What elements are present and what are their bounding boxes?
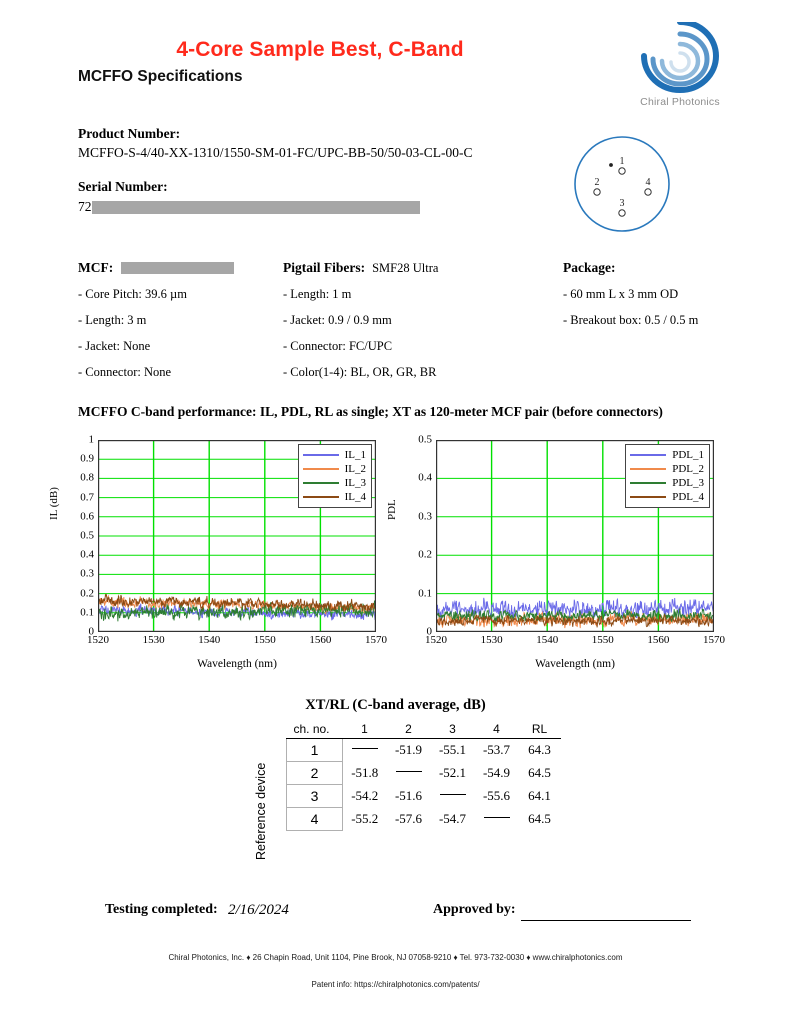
chart-pdl-xticks xyxy=(408,635,742,651)
chart-il-ylabel: IL (dB) xyxy=(48,487,60,520)
legend-swatch-icon xyxy=(630,468,666,470)
core-circle-4 xyxy=(645,189,651,195)
legend-entry xyxy=(303,476,366,490)
page-title: 4-Core Sample Best, C-Band xyxy=(176,38,464,61)
legend-swatch-icon xyxy=(630,454,666,456)
xt-col-ch: ch. no. xyxy=(287,720,343,739)
fiber-outline-circle xyxy=(575,137,669,231)
legend-label: PDL_1 xyxy=(672,449,704,461)
xt-cell-dash xyxy=(396,771,422,772)
xt-cell xyxy=(475,808,519,831)
chart-legend xyxy=(298,444,372,508)
xt-row-channel: 4 xyxy=(287,808,343,831)
xt-table-side-label: Reference device xyxy=(254,762,268,860)
legend-entry xyxy=(303,462,366,476)
pigtail-item: - Jacket: 0.9 / 0.9 mm xyxy=(283,313,392,327)
xt-cell: -53.7 xyxy=(482,742,511,758)
pigtail-header xyxy=(283,260,563,276)
chart-il-yticks xyxy=(62,432,96,638)
legend-label: IL_3 xyxy=(344,477,366,489)
legend-swatch-icon xyxy=(630,496,666,498)
mcf-item: - Connector: None xyxy=(78,365,172,379)
y-tick-label: 0.1 xyxy=(418,587,432,600)
xt-cell: -51.6 xyxy=(394,788,423,803)
xt-cell: -55.6 xyxy=(482,788,511,803)
xt-col-2: 2 xyxy=(387,720,431,739)
xt-cell-dash xyxy=(352,748,378,749)
legend-swatch-icon xyxy=(303,482,339,484)
chart-pdl-ylabel: PDL xyxy=(386,499,398,520)
x-tick-label: 1530 xyxy=(480,634,503,646)
x-tick-label: 1540 xyxy=(198,634,221,646)
footer-patent-info: Patent info: https://chiralphotonics.com/patents/ xyxy=(311,980,480,989)
y-tick-label: 0.6 xyxy=(80,510,94,523)
identity-block xyxy=(78,126,548,215)
product-number-label: Product Number: xyxy=(78,126,181,141)
table-row xyxy=(287,785,561,808)
package-header xyxy=(563,260,778,276)
xt-cell: -54.2 xyxy=(351,788,379,803)
xt-row-channel: 2 xyxy=(287,762,343,785)
chart-pdl-block xyxy=(388,432,738,672)
pigtail-item: - Length: 1 m xyxy=(283,287,352,301)
xt-table-head xyxy=(287,720,561,739)
testing-completed-date: 2/16/2024 xyxy=(228,902,289,918)
core-layout-svg xyxy=(565,134,680,234)
xt-cell: -55.2 xyxy=(351,811,379,826)
xt-cell-dash xyxy=(484,817,510,818)
xt-cell-rl: 64.5 xyxy=(528,811,551,826)
performance-section-title: MCFFO C-band performance: IL, PDL, RL as single; XT as 120-meter MCF pair (before connectors) xyxy=(78,404,663,419)
y-tick-label: 0.3 xyxy=(80,567,94,580)
chiral-spiral-icon xyxy=(634,22,726,94)
y-tick-label: 0.7 xyxy=(80,491,94,504)
x-tick-label: 1550 xyxy=(591,634,614,646)
xt-table-body xyxy=(287,739,561,831)
pigtail-value: SMF28 Ultra xyxy=(372,260,439,275)
x-tick-label: 1570 xyxy=(365,634,387,646)
y-tick-label: 0.8 xyxy=(80,471,94,484)
spec-column-mcf xyxy=(78,260,283,380)
legend-swatch-icon xyxy=(303,468,339,470)
x-tick-label: 1550 xyxy=(253,634,276,646)
y-tick-label: 0.1 xyxy=(80,606,94,619)
x-tick-label: 1530 xyxy=(142,634,165,646)
testing-completed-label: Testing completed: xyxy=(105,902,218,917)
x-tick-label: 1560 xyxy=(647,634,670,646)
xt-col-1: 1 xyxy=(343,720,387,739)
y-tick-label: 0 xyxy=(88,625,94,638)
logo-caption: Chiral Photonics xyxy=(640,96,720,108)
y-tick-label: 1 xyxy=(88,433,94,446)
xt-table xyxy=(286,720,561,831)
xt-col-3: 3 xyxy=(431,720,475,739)
footer-address: Chiral Photonics, Inc. ♦ 26 Chapin Road, Unit 1104, Pine Brook, NJ 07058-9210 ♦ Tel. 973-732-0030 ♦ www.chiralphotonics.com xyxy=(168,953,623,962)
xt-row-channel: 1 xyxy=(287,739,343,762)
core-layout-diagram xyxy=(565,134,685,238)
legend-entry xyxy=(630,448,704,462)
x-tick-label: 1560 xyxy=(309,634,332,646)
legend-label: PDL_4 xyxy=(672,491,704,503)
chart-legend xyxy=(625,444,710,508)
chart-il-xlabel: Wavelength (nm) xyxy=(197,658,277,670)
x-tick-label: 1540 xyxy=(536,634,559,646)
chart-il-xticks xyxy=(70,635,404,651)
y-tick-label: 0.2 xyxy=(80,587,94,600)
pigtail-item: - Connector: FC/UPC xyxy=(283,339,393,353)
legend-entry xyxy=(630,490,704,504)
xt-cell xyxy=(343,739,387,762)
legend-entry xyxy=(303,448,366,462)
spec-column-pigtail xyxy=(283,260,563,380)
y-tick-label: 0.5 xyxy=(80,529,94,542)
mcf-item: - Length: 3 m xyxy=(78,313,147,327)
core-label-1: 1 xyxy=(619,156,625,167)
serial-number-label: Serial Number: xyxy=(78,179,168,194)
company-logo xyxy=(620,22,740,108)
package-label: Package: xyxy=(563,260,616,275)
table-row xyxy=(287,739,561,762)
legend-swatch-icon xyxy=(630,482,666,484)
legend-label: PDL_3 xyxy=(672,477,704,489)
xt-cell xyxy=(387,762,431,785)
legend-label: PDL_2 xyxy=(672,463,704,475)
spec-column-package xyxy=(563,260,778,380)
xt-row-channel: 3 xyxy=(287,785,343,808)
pigtail-label: Pigtail Fibers: xyxy=(283,260,366,275)
core-circle-3 xyxy=(619,210,625,216)
legend-label: IL_1 xyxy=(344,449,366,461)
mcf-item: - Core Pitch: 39.6 µm xyxy=(78,287,187,301)
xt-table-block xyxy=(254,720,561,860)
product-number-value: MCFFO-S-4/40-XX-1310/1550-SM-01-FC/UPC-BB-50/50-03-CL-00-C xyxy=(78,145,473,160)
xt-cell-rl: 64.3 xyxy=(528,742,551,758)
approved-by-label: Approved by: xyxy=(433,902,516,917)
orientation-marker-dot xyxy=(609,163,613,167)
package-item: - Breakout box: 0.5 / 0.5 m xyxy=(563,313,699,327)
xt-cell: -51.9 xyxy=(394,742,423,758)
table-row xyxy=(287,762,561,785)
mcf-value-redaction-bar xyxy=(121,262,234,274)
xt-cell: -52.1 xyxy=(438,765,467,780)
xt-cell: -55.1 xyxy=(438,742,467,758)
y-tick-label: 0.5 xyxy=(418,433,432,446)
core-circle-2 xyxy=(594,189,600,195)
specifications-columns xyxy=(78,260,778,380)
chart-pdl-xlabel: Wavelength (nm) xyxy=(535,658,615,670)
xt-cell: -57.6 xyxy=(394,811,423,826)
xt-cell-rl: 64.5 xyxy=(528,765,551,780)
core-label-3: 3 xyxy=(619,198,625,209)
y-tick-label: 0 xyxy=(426,625,432,638)
legend-label: IL_4 xyxy=(344,491,366,503)
chart-pdl-yticks xyxy=(400,432,434,638)
y-tick-label: 0.2 xyxy=(418,548,432,561)
xt-table-title: XT/RL (C-band average, dB) xyxy=(305,697,486,713)
legend-swatch-icon xyxy=(303,454,339,456)
y-tick-label: 0.4 xyxy=(80,548,94,561)
x-tick-label: 1570 xyxy=(703,634,725,646)
core-circle-1 xyxy=(619,168,625,174)
xt-cell-rl: 64.1 xyxy=(528,788,551,803)
approved-by-signature-line[interactable] xyxy=(521,920,691,921)
signoff-block xyxy=(0,902,791,932)
xt-col-rl: RL xyxy=(519,720,561,739)
y-tick-label: 0.9 xyxy=(80,452,94,465)
xt-cell xyxy=(431,785,475,808)
serial-number-row xyxy=(78,199,548,215)
y-tick-label: 0.4 xyxy=(418,471,432,484)
core-label-2: 2 xyxy=(594,177,600,188)
chart-il-block xyxy=(50,432,400,672)
page-subtitle: MCFFO Specifications xyxy=(78,68,243,85)
mcf-label: MCF: xyxy=(78,260,114,275)
pigtail-item: - Color(1-4): BL, OR, GR, BR xyxy=(283,365,437,379)
legend-entry xyxy=(303,490,366,504)
mcf-item: - Jacket: None xyxy=(78,339,151,353)
page-header xyxy=(0,0,791,120)
legend-label: IL_2 xyxy=(344,463,366,475)
xt-table-header-row xyxy=(287,720,561,739)
core-label-4: 4 xyxy=(645,177,651,188)
legend-entry xyxy=(630,476,704,490)
serial-number-prefix: 72 xyxy=(78,199,92,214)
y-tick-label: 0.3 xyxy=(418,510,432,523)
xt-col-4: 4 xyxy=(475,720,519,739)
x-tick-label: 1520 xyxy=(87,634,109,646)
xt-cell: -51.8 xyxy=(351,765,379,780)
table-row xyxy=(287,808,561,831)
legend-swatch-icon xyxy=(303,496,339,498)
serial-number-redaction-bar xyxy=(92,201,420,214)
mcf-header xyxy=(78,260,283,276)
legend-entry xyxy=(630,462,704,476)
x-tick-label: 1520 xyxy=(425,634,447,646)
chart-pdl-plot xyxy=(436,440,714,632)
xt-cell: -54.7 xyxy=(438,811,467,826)
chart-il-plot xyxy=(98,440,376,632)
xt-cell: -54.9 xyxy=(482,765,511,780)
xt-cell-dash xyxy=(440,794,466,795)
package-item: - 60 mm L x 3 mm OD xyxy=(563,287,679,301)
